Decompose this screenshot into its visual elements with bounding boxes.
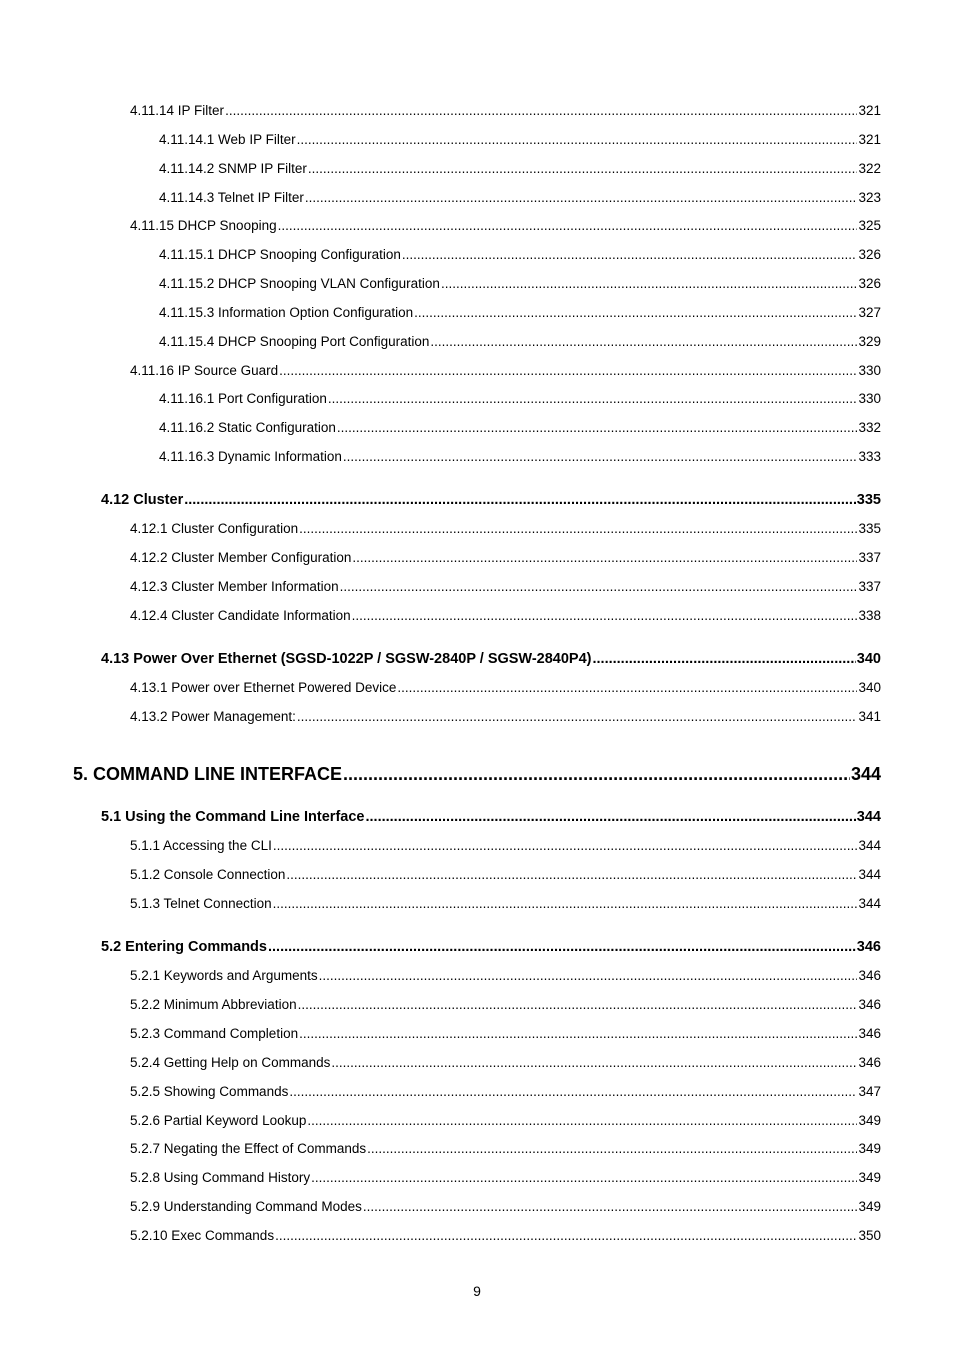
page-number: 9: [473, 1283, 481, 1299]
toc-entry-page: 330: [858, 363, 881, 378]
toc-dot-leader: [275, 1228, 857, 1243]
toc-entry-page: 344: [858, 867, 881, 882]
toc-entry-page: 346: [856, 939, 881, 955]
toc-entry-title: 4.12 Cluster: [101, 492, 184, 508]
toc-dot-leader: [363, 1199, 858, 1214]
toc-entry-title: 4.12.3 Cluster Member Information: [130, 579, 339, 594]
toc-entry-page: 330: [858, 391, 881, 406]
toc-dot-leader: [184, 492, 856, 508]
toc-entry-title: 4.13 Power Over Ethernet (SGSD-1022P / SGSW-2840P / SGSW-2840P4): [101, 651, 592, 667]
toc-entry-title: 5.2.10 Exec Commands: [130, 1228, 275, 1243]
toc-entry-title: 4.11.16.1 Port Configuration: [159, 391, 327, 406]
toc-dot-leader: [286, 867, 857, 882]
toc-entry-page: 349: [858, 1199, 881, 1214]
toc-dot-leader: [299, 521, 857, 536]
toc-dot-leader: [397, 680, 857, 695]
toc-entry-title: 5.2.1 Keywords and Arguments: [130, 968, 318, 983]
toc-entry-page: 344: [850, 764, 881, 784]
toc-entry-title: 4.11.15.3 Information Option Configuration: [159, 305, 414, 320]
toc-dot-leader: [225, 103, 857, 118]
toc-entry[interactable]: [130, 1084, 881, 1099]
toc-entry[interactable]: [130, 1113, 881, 1128]
toc-entry-page: 344: [856, 809, 881, 825]
toc-dot-leader: [307, 1113, 857, 1128]
toc-entry[interactable]: [130, 867, 881, 882]
toc-dot-leader: [592, 651, 855, 667]
toc-entry-page: 347: [858, 1084, 881, 1099]
toc-entry-title: 5. COMMAND LINE INTERFACE: [73, 764, 343, 784]
toc-entry-page: 340: [856, 651, 881, 667]
toc-entry-page: 337: [858, 550, 881, 565]
toc-dot-leader: [298, 997, 858, 1012]
toc-dot-leader: [441, 276, 858, 291]
toc-entry-page: 333: [858, 449, 881, 464]
toc-dot-leader: [343, 764, 850, 785]
toc-entry-title: 5.1 Using the Command Line Interface: [101, 809, 365, 825]
toc-entry[interactable]: [159, 449, 881, 464]
toc-entry[interactable]: [130, 363, 881, 378]
toc-entry-page: 335: [856, 492, 881, 508]
toc-dot-leader: [319, 968, 858, 983]
toc-entry-title: 4.11.15 DHCP Snooping: [130, 218, 277, 233]
toc-entry[interactable]: [130, 968, 881, 983]
toc-dot-leader: [430, 334, 857, 349]
toc-dot-leader: [343, 449, 858, 464]
toc-entry-title: 5.2.4 Getting Help on Commands: [130, 1055, 331, 1070]
toc-entry[interactable]: [130, 838, 881, 853]
toc-entry-title: 4.11.14.3 Telnet IP Filter: [159, 190, 304, 205]
toc-entry-page: 349: [858, 1141, 881, 1156]
toc-entry[interactable]: [73, 764, 881, 785]
toc-entry-title: 5.1.2 Console Connection: [130, 867, 286, 882]
toc-entry-title: 4.11.16 IP Source Guard: [130, 363, 279, 378]
toc-entry[interactable]: [159, 132, 881, 147]
toc-entry-page: 340: [858, 680, 881, 695]
toc-entry-page: 344: [858, 896, 881, 911]
toc-entry[interactable]: [159, 391, 881, 406]
toc-dot-leader: [352, 608, 858, 623]
toc-dot-leader: [297, 709, 858, 724]
toc-entry-title: 4.11.14.1 Web IP Filter: [159, 132, 296, 147]
toc-entry[interactable]: [159, 420, 881, 435]
toc-entry-title: 4.11.14.2 SNMP IP Filter: [159, 161, 307, 176]
toc-entry-page: 346: [858, 1026, 881, 1041]
toc-entry-title: 5.2.7 Negating the Effect of Commands: [130, 1141, 367, 1156]
toc-dot-leader: [278, 218, 858, 233]
toc-dot-leader: [305, 190, 858, 205]
toc-dot-leader: [299, 1026, 857, 1041]
toc-dot-leader: [279, 363, 857, 378]
toc-entry[interactable]: [130, 680, 881, 695]
toc-entry[interactable]: [159, 190, 881, 205]
toc-entry-title: 5.1.1 Accessing the CLI: [130, 838, 272, 853]
toc-dot-leader: [268, 939, 856, 955]
toc-entry-title: 5.2.6 Partial Keyword Lookup: [130, 1113, 307, 1128]
toc-entry-title: 5.2.8 Using Command History: [130, 1170, 311, 1185]
toc-entry-title: 4.11.15.4 DHCP Snooping Port Configuration: [159, 334, 430, 349]
toc-entry-title: 5.2 Entering Commands: [101, 939, 267, 955]
toc-entry-title: 4.12.2 Cluster Member Configuration: [130, 550, 352, 565]
toc-dot-leader: [367, 1141, 857, 1156]
toc-entry[interactable]: [130, 997, 881, 1012]
toc-dot-leader: [365, 809, 855, 825]
toc-entry-page: 349: [858, 1170, 881, 1185]
toc-entry[interactable]: [130, 1026, 881, 1041]
toc-entry-title: 4.12.4 Cluster Candidate Information: [130, 608, 351, 623]
toc-entry[interactable]: [101, 939, 881, 955]
toc-entry-page: 337: [858, 579, 881, 594]
toc-entry[interactable]: [130, 1141, 881, 1156]
toc-entry[interactable]: [159, 334, 881, 349]
toc-entry-title: 5.2.9 Understanding Command Modes: [130, 1199, 362, 1214]
toc-entry[interactable]: [130, 1055, 881, 1070]
toc-entry[interactable]: [130, 709, 881, 724]
toc-dot-leader: [297, 132, 858, 147]
toc-dot-leader: [289, 1084, 857, 1099]
toc-dot-leader: [328, 391, 858, 406]
toc-dot-leader: [331, 1055, 857, 1070]
toc-entry-page: 321: [858, 103, 881, 118]
toc-entry[interactable]: [130, 1199, 881, 1214]
toc-entry[interactable]: [101, 492, 881, 508]
toc-entry-page: 338: [858, 608, 881, 623]
toc-entry[interactable]: [159, 305, 881, 320]
toc-dot-leader: [340, 579, 858, 594]
toc-entry[interactable]: [159, 161, 881, 176]
toc-entry-title: 4.13.1 Power over Ethernet Powered Device: [130, 680, 397, 695]
toc-entry-page: 329: [858, 334, 881, 349]
toc-entry[interactable]: [130, 521, 881, 536]
toc-entry-title: 5.1.3 Telnet Connection: [130, 896, 272, 911]
toc-entry[interactable]: [130, 1170, 881, 1185]
toc-dot-leader: [414, 305, 857, 320]
toc-entry-title: 4.11.15.1 DHCP Snooping Configuration: [159, 247, 401, 262]
toc-entry-page: 350: [858, 1228, 881, 1243]
toc-entry-page: 335: [858, 521, 881, 536]
toc-entry-title: 5.2.2 Minimum Abbreviation: [130, 997, 297, 1012]
toc-entry-title: 5.2.5 Showing Commands: [130, 1084, 289, 1099]
toc-entry-title: 5.2.3 Command Completion: [130, 1026, 299, 1041]
toc-entry[interactable]: [159, 247, 881, 262]
toc-entry-page: 346: [858, 968, 881, 983]
toc-entry-page: 349: [858, 1113, 881, 1128]
toc-dot-leader: [308, 161, 858, 176]
toc-dot-leader: [311, 1170, 857, 1185]
toc-entry-page: 327: [858, 305, 881, 320]
toc-entry-page: 323: [858, 190, 881, 205]
toc-entry[interactable]: [130, 608, 881, 623]
toc-entry[interactable]: [130, 579, 881, 594]
toc-entry-page: 341: [858, 709, 881, 724]
toc-entry-page: 326: [858, 247, 881, 262]
toc-dot-leader: [352, 550, 857, 565]
toc-entry-page: 344: [858, 838, 881, 853]
toc-entry-title: 4.11.14 IP Filter: [130, 103, 225, 118]
toc-entry-title: 4.11.15.2 DHCP Snooping VLAN Configuration: [159, 276, 440, 291]
toc-entry[interactable]: [101, 809, 881, 825]
toc-entry-page: 346: [858, 997, 881, 1012]
toc-entry[interactable]: [130, 896, 881, 911]
toc-dot-leader: [273, 838, 858, 853]
toc-entry-page: 322: [858, 161, 881, 176]
toc-entry[interactable]: [130, 550, 881, 565]
toc-entry[interactable]: [101, 651, 881, 667]
toc-entry[interactable]: [130, 218, 881, 233]
toc-entry-title: 4.11.16.3 Dynamic Information: [159, 449, 342, 464]
toc-entry[interactable]: [159, 276, 881, 291]
toc-entry[interactable]: [130, 103, 881, 118]
toc-entry-page: 321: [858, 132, 881, 147]
toc-entry-page: 325: [858, 218, 881, 233]
toc-entry-title: 4.12.1 Cluster Configuration: [130, 521, 299, 536]
toc-entry-title: 4.13.2 Power Management:: [130, 709, 296, 724]
toc-entry-page: 326: [858, 276, 881, 291]
toc-entry-page: 332: [858, 420, 881, 435]
toc-dot-leader: [402, 247, 858, 262]
toc-entry-page: 346: [858, 1055, 881, 1070]
toc-entry-title: 4.11.16.2 Static Configuration: [159, 420, 336, 435]
toc-dot-leader: [337, 420, 858, 435]
toc-dot-leader: [273, 896, 858, 911]
toc-entry[interactable]: [130, 1228, 881, 1243]
